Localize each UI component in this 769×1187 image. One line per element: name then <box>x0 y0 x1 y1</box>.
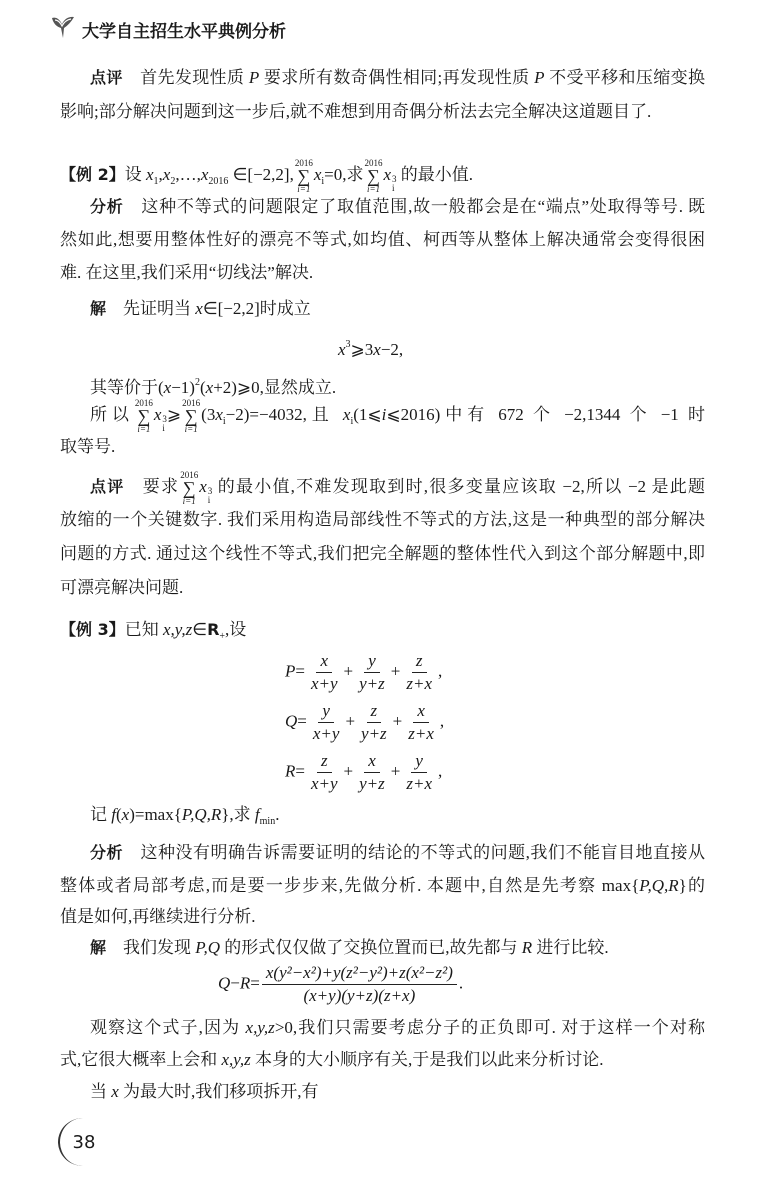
text-run: + <box>343 761 354 781</box>
text-run: 先证明当 <box>106 299 196 318</box>
denominator: y+z <box>359 774 385 793</box>
page-number-text: 38 <box>72 1131 96 1153</box>
subscript: i <box>162 422 165 433</box>
text-run: 其等价于( <box>90 378 164 397</box>
text-line <box>90 1016 705 1040</box>
text-run: = <box>250 973 260 993</box>
math-variable: R <box>239 973 251 993</box>
sigma-symbol: ∑ <box>137 406 151 426</box>
sum-lower-limit: i=1 <box>137 424 151 434</box>
sum-lower-limit: i=1 <box>184 424 198 434</box>
bold-label: 解 <box>90 299 107 318</box>
text-line <box>90 803 705 834</box>
text-run: >0,我们只需要考虑分子的正负即可. 对于这样一个对称 <box>274 1018 706 1037</box>
text-run: ⩾ <box>166 404 182 424</box>
subscript: 2 <box>170 175 176 187</box>
summation <box>180 470 198 506</box>
math-variable: x <box>313 164 322 184</box>
subscript: i <box>350 415 354 427</box>
superscript: 3 <box>162 413 167 424</box>
text-run: = <box>295 661 305 681</box>
numerator: x <box>316 650 332 673</box>
sum-lower-limit: i=1 <box>366 184 381 194</box>
text-run: 本身的大小顺序有关,于是我们以此来分析讨论. <box>250 1050 604 1069</box>
fraction <box>262 962 457 1007</box>
math-variable: x <box>162 164 171 184</box>
running-header <box>50 14 286 45</box>
fraction <box>307 750 342 795</box>
bold-label: 解 <box>90 938 107 957</box>
math-variable: x <box>342 404 351 424</box>
math-variable: x <box>200 164 209 184</box>
text-run: ∈ <box>192 620 208 639</box>
text-run: −2)=−4032,且 <box>225 404 343 424</box>
text-run: + <box>390 761 401 781</box>
text-run: 首先发现性质 <box>122 68 249 87</box>
subscript: i <box>222 415 226 427</box>
text-line <box>90 470 705 506</box>
text-run: ( <box>115 805 122 824</box>
text-line <box>60 576 705 600</box>
sigma-symbol: ∑ <box>182 478 196 498</box>
math-variable: Q <box>285 711 298 731</box>
summation <box>365 158 383 194</box>
denominator: y+z <box>359 674 385 693</box>
bold-label: 【例 3】 <box>60 620 125 639</box>
text-line <box>90 398 705 434</box>
text-run: (1⩽ <box>353 404 382 424</box>
fraction <box>402 650 436 695</box>
sum-upper-limit: 2016 <box>180 470 199 480</box>
text-run: 值是如何,再继续进行分析. <box>60 907 256 926</box>
text-line <box>90 936 705 960</box>
math-variable: x <box>215 404 223 424</box>
example-3-question <box>60 618 705 649</box>
text-run: 式,它很大概率上会和 <box>60 1050 222 1069</box>
summation <box>135 398 153 434</box>
math-variable: x,y,z <box>162 620 193 639</box>
math-variable: x <box>338 340 346 359</box>
book-title: 大学自主招生水平典例分析 <box>82 22 286 42</box>
fraction <box>307 650 342 695</box>
bold-label: 分析 <box>90 197 124 216</box>
subscript: i <box>392 182 395 193</box>
sum-upper-limit: 2016 <box>364 158 383 168</box>
math-variable: f <box>111 805 116 824</box>
summation <box>295 158 313 194</box>
superscript: 3 <box>392 173 397 184</box>
numerator: x <box>364 750 380 773</box>
math-variable: f <box>254 805 260 824</box>
math-variable: x <box>205 378 214 397</box>
denominator: y+z <box>361 724 387 743</box>
math-variable: x <box>195 299 203 318</box>
display-formula-p <box>285 650 442 695</box>
text-run: 放缩的一个关键数字. 我们采用构造局部线性不等式的方法,这是一种典型的部分解决 <box>60 510 705 529</box>
text-run: 设 <box>124 164 146 184</box>
text-run: 难. 在这里,我们采用“切线法”解决. <box>60 263 314 282</box>
text-run: 我们发现 <box>106 938 196 957</box>
fraction <box>309 700 344 745</box>
sigma-symbol: ∑ <box>367 166 380 186</box>
fraction <box>355 750 389 795</box>
bold-label: 分析 <box>90 843 124 862</box>
bold-label: 点评 <box>90 476 125 496</box>
numerator: x(y²−x²)+y(z²−y²)+z(x²−z²) <box>262 962 457 985</box>
math-variable: x <box>153 404 162 424</box>
text-run: 取等号. <box>60 437 116 456</box>
numerator: z <box>367 700 382 723</box>
text-run: }的 <box>678 876 705 895</box>
text-run: 这种不等式的问题限定了取值范围,故一般都会是在“端点”处取得等号. 既 <box>123 197 705 216</box>
numerator: x <box>413 700 429 723</box>
sum-lower-limit: i=1 <box>182 496 196 506</box>
display-formula-q <box>285 700 444 745</box>
numerator: y <box>411 750 427 773</box>
text-run: 的最小值. <box>396 164 474 184</box>
math-variable: Q <box>218 973 231 993</box>
bold-label: R <box>207 620 220 639</box>
sigma-symbol: ∑ <box>297 166 311 186</box>
text-run: 这种没有明确告诉需要证明的结论的不等式的问题,我们不能盲目地直接从 <box>123 843 705 862</box>
text-run: −2, <box>380 340 404 359</box>
math-variable: P <box>285 661 296 681</box>
text-run: ⩽2016)中有 672 个 −2,1344 个 −1 时 <box>386 404 705 424</box>
superscript: 3 <box>345 339 351 350</box>
text-run: , <box>438 761 443 781</box>
math-variable: x,y,z <box>245 1018 275 1037</box>
math-variable: x <box>373 340 381 359</box>
text-run: − <box>230 973 240 993</box>
text-run: )=max{ <box>129 805 182 824</box>
math-variable: P <box>248 68 260 87</box>
summation <box>182 398 200 434</box>
text-run: 整体或者局部考虑,而是要一步步来,先做分析. 本题中,自然是先考察 max{ <box>60 876 640 895</box>
math-variable: P,Q,R <box>639 876 679 895</box>
text-line <box>60 435 705 459</box>
text-run: 所以 <box>90 404 134 424</box>
text-run: 问题的方式. 通过这个线性不等式,我们把完全解题的整体性代入到这个部分解题中,即 <box>60 544 705 563</box>
text-run: ( <box>199 378 206 397</box>
text-run: 的最小值,不难发现取到时,很多变量应该取 −2,所以 −2 是此题 <box>212 476 705 496</box>
fraction <box>404 700 438 745</box>
bold-label: 【例 2】 <box>60 164 125 184</box>
text-run: ⩾3 <box>350 340 374 359</box>
text-line <box>90 195 705 219</box>
math-variable: x <box>111 1082 119 1101</box>
text-run: 不受平移和压缩变换 <box>544 68 705 87</box>
text-line <box>90 841 705 865</box>
text-run: . <box>458 973 464 993</box>
fraction <box>402 750 436 795</box>
text-line <box>60 261 705 285</box>
subscript: 2016 <box>208 175 229 187</box>
text-run: + <box>390 661 401 681</box>
denominator: (x+y)(y+z)(z+x) <box>303 986 416 1005</box>
text-run: ,…, <box>175 164 201 184</box>
text-line <box>60 100 705 124</box>
math-variable: R <box>521 938 533 957</box>
text-line <box>60 905 705 929</box>
text-run: + <box>343 661 354 681</box>
text-run: 观察这个式子,因为 <box>90 1018 246 1037</box>
text-line <box>60 228 705 252</box>
text-run: = <box>297 711 307 731</box>
math-variable: P,Q,R <box>181 805 222 824</box>
sum-upper-limit: 2016 <box>134 398 153 408</box>
text-run: ∈[−2,2], <box>228 164 294 184</box>
text-run: (3 <box>201 404 216 424</box>
example-2-question <box>60 158 705 194</box>
text-run: =0,求 <box>324 164 364 184</box>
denominator: x+y <box>310 774 338 793</box>
numerator: y <box>318 700 334 723</box>
text-line <box>90 297 705 321</box>
math-variable: x <box>121 805 130 824</box>
text-line <box>60 1048 705 1072</box>
text-line <box>60 874 705 898</box>
math-variable: x <box>145 164 154 184</box>
text-run: 要求 <box>124 476 180 496</box>
text-run: },求 <box>221 805 255 824</box>
sum-lower-limit: i=1 <box>297 184 311 194</box>
math-variable: x <box>163 378 172 397</box>
fraction <box>357 700 391 745</box>
math-variable: x <box>199 476 207 496</box>
math-variable: P,Q <box>195 938 220 957</box>
text-run: 的形式仅仅做了交换位置而已,故先都与 <box>220 938 522 957</box>
denominator: z+x <box>408 724 434 743</box>
numerator: y <box>364 650 380 673</box>
denominator: z+x <box>406 674 433 693</box>
math-variable: x,y,z <box>221 1050 251 1069</box>
subscript: min <box>259 816 276 827</box>
subscript: 1 <box>153 175 159 187</box>
denominator: x+y <box>310 674 338 693</box>
superscript: 2 <box>194 377 200 388</box>
text-run: + <box>392 711 403 731</box>
text-run: 进行比较. <box>532 938 609 957</box>
denominator: z+x <box>406 774 433 793</box>
text-line <box>60 542 705 566</box>
text-run: + <box>345 711 356 731</box>
text-run: 记 <box>90 805 112 824</box>
superscript: 3 <box>207 485 213 496</box>
text-run: 影响;部分解决问题到这一步后,就不难想到用奇偶分析法去完全解决这道题目了. <box>60 102 652 121</box>
text-run: −1) <box>171 378 195 397</box>
bold-label: 点评 <box>90 68 123 87</box>
text-run: ,设 <box>225 620 247 639</box>
display-formula <box>338 333 403 362</box>
subscript: i <box>321 175 325 187</box>
text-line <box>60 508 705 532</box>
math-variable: R <box>285 761 296 781</box>
numerator: z <box>317 750 332 773</box>
text-run: ∈[−2,2]时成立 <box>202 299 311 318</box>
math-variable: x <box>383 164 392 184</box>
sum-upper-limit: 2016 <box>182 398 201 408</box>
subscript: + <box>219 631 226 642</box>
text-run: , <box>158 164 163 184</box>
text-run: 可漂亮解决问题. <box>60 578 184 597</box>
text-run: . <box>275 805 280 824</box>
text-run: 当 <box>90 1082 112 1101</box>
text-line <box>90 1080 705 1104</box>
text-run: , <box>439 711 445 731</box>
numerator: z <box>412 650 427 673</box>
display-formula-r <box>285 750 442 795</box>
fraction <box>355 650 389 695</box>
page-number <box>58 1118 108 1166</box>
text-run: = <box>295 761 305 781</box>
math-variable: i <box>381 404 387 424</box>
sum-upper-limit: 2016 <box>294 158 313 168</box>
denominator: x+y <box>312 724 340 743</box>
text-line <box>90 66 705 90</box>
subscript: i <box>207 494 211 505</box>
text-run: , <box>438 661 443 681</box>
text-run: 已知 <box>124 620 163 639</box>
book-leaf-logo-icon <box>50 14 76 45</box>
math-variable: P <box>534 68 545 87</box>
text-line <box>90 371 705 400</box>
text-run: 要求所有数奇偶性相同;再发现性质 <box>259 68 535 87</box>
display-formula-q-minus-r <box>218 962 463 1007</box>
sigma-symbol: ∑ <box>184 406 198 426</box>
text-run: 然如此,想要用整体性好的漂亮不等式,如均值、柯西等从整体上解决通常会变得很困 <box>60 230 705 249</box>
text-run: +2)⩾0,显然成立. <box>213 378 337 397</box>
text-run: 为最大时,我们移项拆开,有 <box>118 1082 319 1101</box>
